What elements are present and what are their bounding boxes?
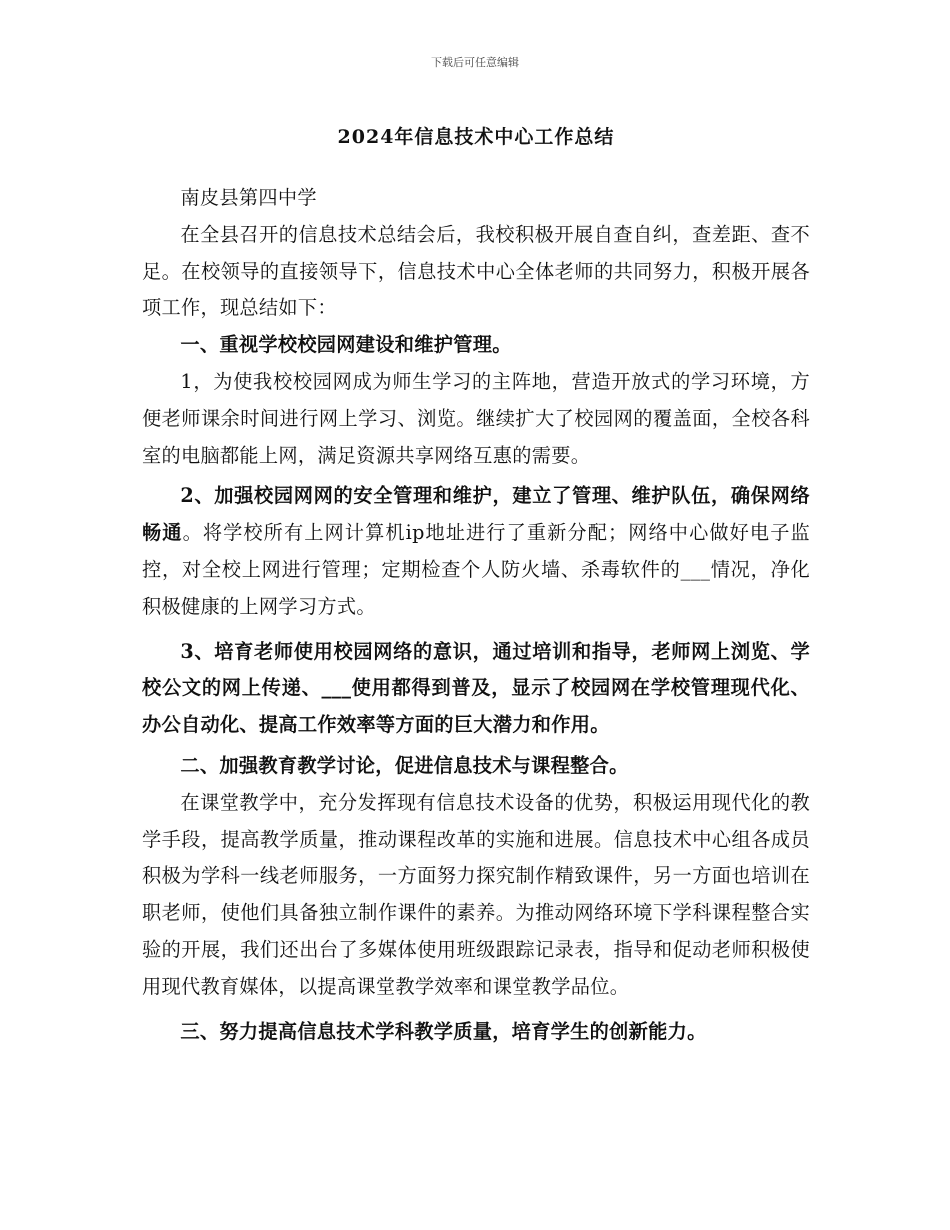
section-3-heading: 三、努力提高信息技术学科教学质量，培育学生的创新能力。 [180,1019,707,1043]
item-2-rest: 。将学校所有上网计算机ip地址进行了重新分配；网络中心做好电子监控，对全校上网进行管理；定期检查个人防火墙、杀毒软件的___情况，净化积极健康的上网学习方式。 [142,521,810,618]
document-body [142,122,810,1050]
item-3-paragraph: 3、培育老师使用校园网络的意识，通过培训和指导，老师网上浏览、学校公文的网上传递、___使用都得到普及，显示了校园网在学校管理现代化、办公自动化、提高工作效率等方面的巨大潜力和作用。 [142,639,810,737]
section-2-body: 在课堂教学中，充分发挥现有信息技术设备的优势，积极运用现代化的教学手段，提高教学质量，推动课程改革的实施和进展。信息技术中心组各成员积极为学科一线老师服务，一方面努力探究制作精致课件，另一方面也培训在职老师，使他们具备独立制作课件的素养。为推动网络环境下学科课程整合实验的开展，我们还出台了多媒体使用班级跟踪记录表，指导和促动老师积极使用现代教育媒体，以提高课堂教学效率和课堂教学品位。 [142,790,810,998]
section-1-heading: 一、重视学校校园网建设和维护管理。 [180,333,512,357]
page-header: 下载后可任意编辑 [431,56,519,69]
document-title: 2024年信息技术中心工作总结 [337,126,615,148]
intro-paragraph: 在全县召开的信息技术总结会后，我校积极开展自查自纠，查差距、查不足。在校领导的直接领导下，信息技术中心全体老师的共同努力，积极开展各项工作，现总结如下： [142,222,810,320]
item-2-paragraph [142,478,810,625]
school-name: 南皮县第四中学 [180,186,317,209]
section-2-heading: 二、加强教育教学讨论，促进信息技术与课程整合。 [180,753,629,777]
item-1-paragraph: 1，为使我校校园网成为师生学习的主阵地，营造开放式的学习环境，方便老师课余时间进行网上学习、浏览。继续扩大了校园网的覆盖面，全校各科室的电脑都能上网，满足资源共享网络互惠的需要。 [142,369,810,467]
item-2-bold-lead: 2、加强校园网网的安全管理和维护，建立了管理、维护队伍，确保网络畅通 [142,484,810,545]
